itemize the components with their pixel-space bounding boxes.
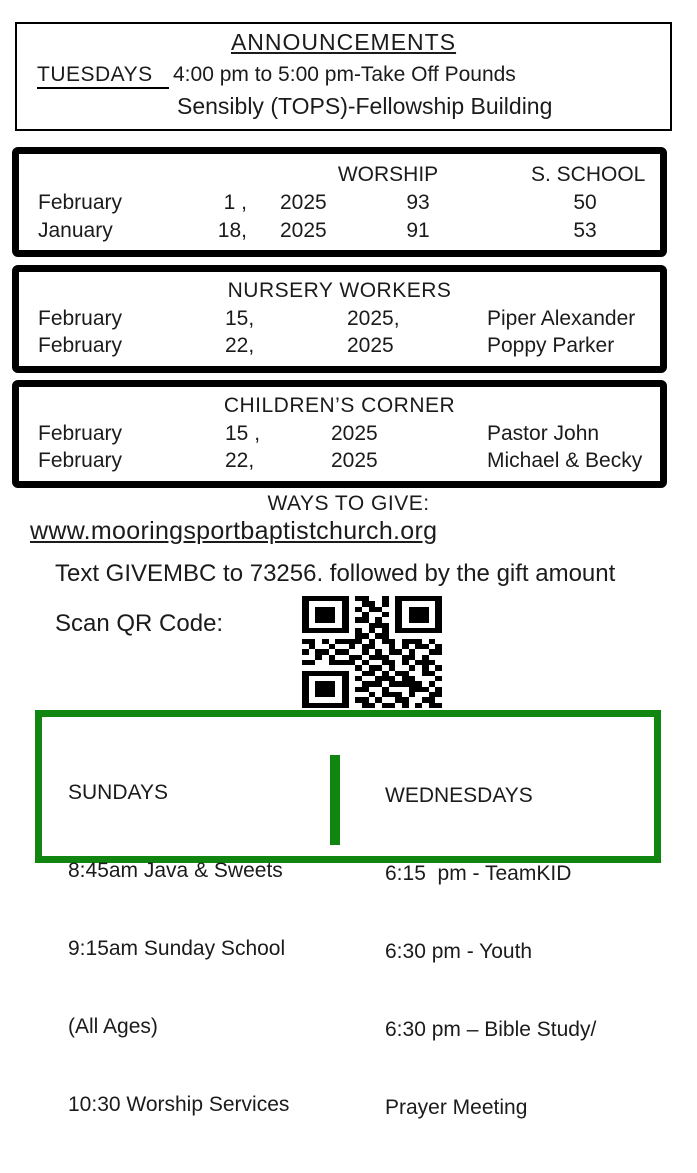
attendance-row-month: February <box>38 191 123 214</box>
attendance-row-day: 1 , <box>223 191 247 214</box>
sundays-schedule <box>68 728 289 1170</box>
nursery-row-month: February <box>38 334 123 357</box>
attendance-row-worship-count: 93 <box>406 191 430 214</box>
church-website-link[interactable]: www.mooringsportbaptistchurch.org <box>30 517 438 545</box>
tops-detail-line: Sensibly (TOPS)-Fellowship Building <box>177 93 553 119</box>
weekly-schedule-box <box>35 710 661 1119</box>
attendance-row-year: 2025 <box>280 219 327 242</box>
attendance-row-school-count: 53 <box>573 219 597 242</box>
children-row-year: 2025 <box>331 422 378 445</box>
nursery-row-name: Piper Alexander <box>487 307 636 330</box>
nursery-row-year: 2025 <box>347 334 394 357</box>
children-row-month: February <box>38 422 123 445</box>
attendance-row-year: 2025 <box>280 191 327 214</box>
children-row-name: Michael & Becky <box>487 449 643 472</box>
sschool-column-header: S. SCHOOL <box>531 163 646 186</box>
tuesdays-label: TUESDAYS <box>37 63 169 89</box>
attendance-row-school-count: 50 <box>573 191 597 214</box>
children-row-day: 22, <box>225 449 255 472</box>
children-row-day: 15 , <box>225 422 261 445</box>
childrens-corner-box <box>12 380 667 488</box>
schedule-line: Prayer Meeting <box>385 1096 528 1119</box>
qr-code <box>302 596 442 708</box>
tops-time-line: 4:00 pm to 5:00 pm-Take Off Pounds <box>173 63 516 86</box>
nursery-row-day: 22, <box>225 334 255 357</box>
nursery-row-month: February <box>38 307 123 330</box>
schedule-line: 6:30 pm - Youth <box>385 940 533 963</box>
announcements-title: ANNOUNCEMENTS <box>230 29 457 55</box>
sundays-title: SUNDAYS <box>68 781 168 804</box>
ways-to-give-heading: WAYS TO GIVE: <box>267 492 430 515</box>
schedule-line: 8:45am Java & Sweets <box>68 859 283 882</box>
wednesdays-title: WEDNESDAYS <box>385 784 533 807</box>
nursery-row-day: 15, <box>225 307 255 330</box>
attendance-box <box>12 147 667 257</box>
announcements-box <box>15 22 672 131</box>
schedule-divider <box>330 755 340 845</box>
text-to-give-instruction: Text GIVEMBC to 73256. followed by the gift amount <box>55 560 616 587</box>
children-row-name: Pastor John <box>487 422 600 445</box>
childrens-corner-title: CHILDREN’S CORNER <box>223 394 456 417</box>
worship-column-header: WORSHIP <box>337 163 439 186</box>
nursery-workers-title: NURSERY WORKERS <box>227 279 452 302</box>
children-row-year: 2025 <box>331 449 378 472</box>
attendance-row-day: 18, <box>217 219 247 242</box>
schedule-line: 9:15am Sunday School <box>68 937 286 960</box>
scan-qr-label: Scan QR Code: <box>55 610 224 637</box>
nursery-row-year: 2025, <box>347 307 400 330</box>
attendance-row-worship-count: 91 <box>406 219 430 242</box>
wednesdays-schedule <box>385 731 596 1173</box>
schedule-line: (All Ages) <box>68 1015 158 1038</box>
nursery-workers-box <box>12 265 667 373</box>
children-row-month: February <box>38 449 123 472</box>
schedule-line: 6:15 pm - TeamKID <box>385 862 572 885</box>
nursery-row-name: Poppy Parker <box>487 334 615 357</box>
schedule-line: 6:30 pm – Bible Study/ <box>385 1018 597 1041</box>
schedule-line: 10:30 Worship Services <box>68 1093 290 1116</box>
attendance-row-month: January <box>38 219 113 242</box>
